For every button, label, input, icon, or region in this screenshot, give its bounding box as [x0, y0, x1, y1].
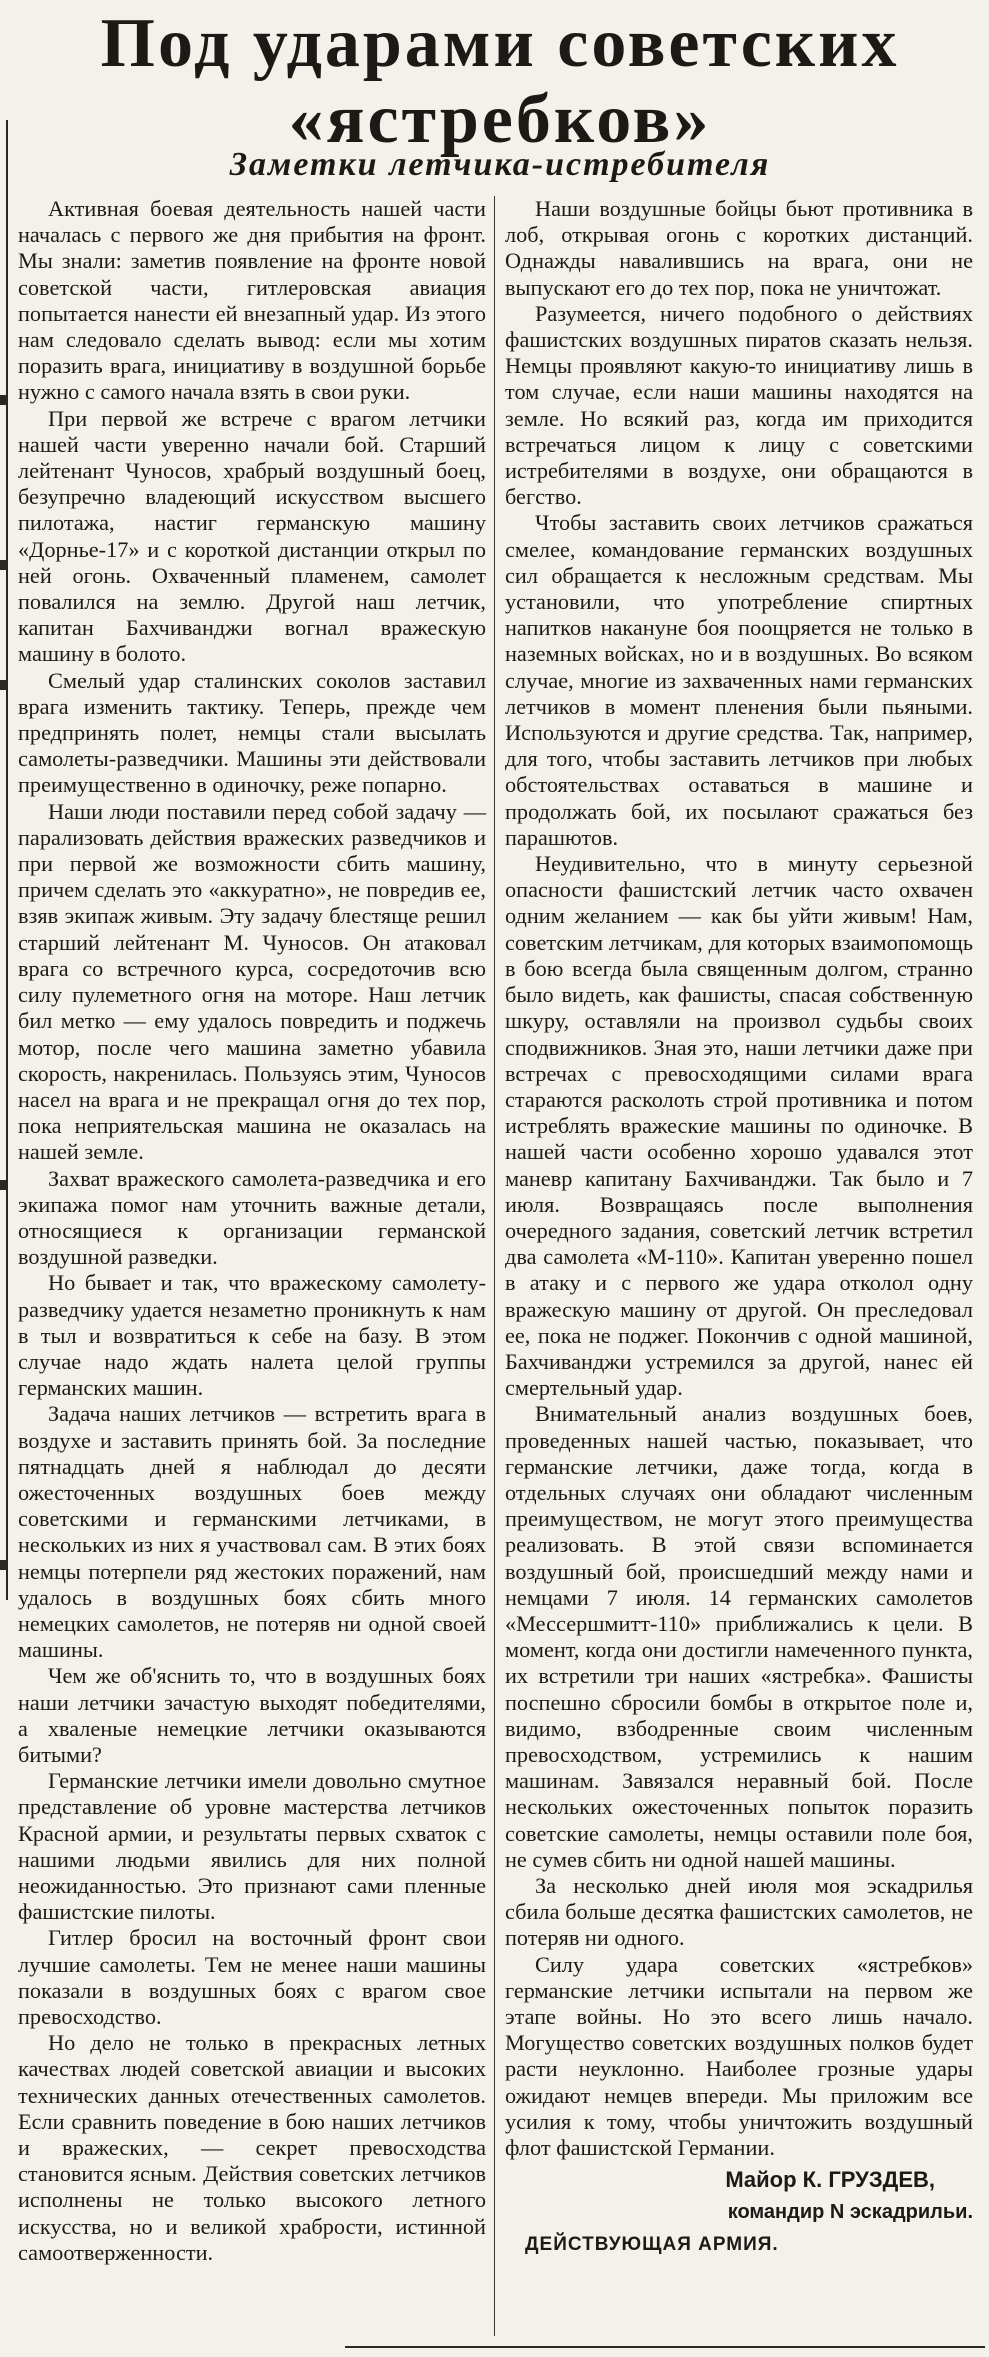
dateline-location: ДЕЙСТВУЮЩАЯ АРМИЯ. [525, 2233, 779, 2255]
paragraph: За несколько дней июля моя эскадрилья сбила больше десятка фашистских самолетов, не потеряв ни одного. [505, 1873, 973, 1951]
left-margin-rule [6, 120, 8, 1600]
title-line-1: Под ударами советских [100, 5, 900, 82]
article-subtitle: Заметки летчика-истребителя [229, 146, 771, 183]
author-signature: Майор К. ГРУЗДЕВ, [725, 2167, 935, 2193]
text-column-left [18, 196, 486, 2266]
margin-mark [0, 395, 8, 405]
margin-mark [0, 1180, 8, 1190]
paragraph: При первой же встрече с врагом летчики нашей части уверенно начали бой. Старший лейтенант Чуносов, храбрый воздушный боец, безупречно владеющий искусством высшего пилотажа, настиг германскую машину «Дорнье-17» и с короткой дистанции открыл по ней огонь. Охваченный пламенем, самолет повалился на землю. Другой наш летчик, капитан Бахчиванджи вогнал вражескую машину в болото. [18, 405, 486, 667]
paragraph: Разумеется, ничего подобного о действиях фашистских воздушных пиратов сказать нельзя. Немцы проявляют какую-то инициативу лишь в том случае, если наши машины находятся на земле. Но всякий раз, когда им приходится встречаться лицом к лицу с советскими истребителями в воздухе, они обращаются в бегство. [505, 300, 973, 510]
margin-mark [0, 1560, 8, 1570]
margin-mark [0, 680, 8, 690]
paragraph: Смелый удар сталинских соколов заставил врага изменить тактику. Теперь, прежде чем предпринять полет, немцы стали высылать самолеты-разведчики. Машины эти действовали преимущественно в одиночку, реже попарно. [18, 667, 486, 798]
paragraph: Силу удара советских «ястребков» германские летчики испытали на первом же этапе войны. Но это всего лишь начало. Могущество советских воздушных полков будет расти неуклонно. Наиболее грозные удары ожидают немцев впереди. Мы приложим все усилия к тому, чтобы уничтожить воздушный флот фашистской Германии. [505, 1951, 973, 2161]
paragraph: Задача наших летчиков — встретить врага в воздухе и заставить принять бой. За последние пятнадцать дней я наблюдал до десяти ожесточенных воздушных боев между советскими и германскими летчиками, в нескольких из них я участвовал сам. В этих боях немцы потерпели ряд жестоких поражений, нам удалось в воздушных боях сбить много немецких самолетов, не потеряв ни одной своей машины. [18, 1401, 486, 1663]
paragraph: Наши люди поставили перед собой задачу — парализовать действия вражеских разведчиков и при первой же возможности сбить машину, причем сделать это «аккуратно», не повредив ее, взяв экипаж живым. Эту задачу блестяще решил старший лейтенант М. Чуносов. Он атаковал врага со встречного курса, сосредоточив всю силу пулеметного огня на моторе. Наш летчик бил метко — ему удалось повредить и поджечь мотор, после чего машина заметно убавила скорость, накренилась. Пользуясь этим, Чуносов насел на врага и не прекращал огня до тех пор, пока неприятельская машина не оказалась на нашей земле. [18, 798, 486, 1165]
paragraph: Захват вражеского самолета-разведчика и его экипажа помог нам уточнить важные детали, относящиеся к организации германской воздушной разведки. [18, 1165, 486, 1270]
title-line-2: «ястребков» [288, 81, 712, 158]
paragraph: Германские летчики имели довольно смутное представление об уровне мастерства летчиков Красной армии, и результаты первых схваток с нашими людьми явились для них полной неожиданностью. Это признают сами пленные фашистские пилоты. [18, 1768, 486, 1925]
column-divider [494, 196, 495, 2336]
author-position: командир N эскадрильи. [727, 2201, 973, 2224]
bottom-rule [345, 2346, 985, 2348]
paragraph: Внимательный анализ воздушных боев, проведенных нашей частью, показывает, что германские летчики, даже тогда, когда в отдельных случаях они обладают численным преимуществом, не могут этого преимущества реализовать. В этой связи вспоминается воздушный бой, происшедший между нами и немцами 7 июля. 14 германских самолетов «Мессершмитт-110» приближались к цели. В момент, когда они достигли намеченного пункта, их встретили три наших «ястребка». Фашисты поспешно сбросили бомбы в открытое поле и, видимо, взбодренные своим численным превосходством, устремились к нашим машинам. Завязался неравный бой. После нескольких ожесточенных попыток поразить советские самолеты, немцы оставили поле боя, не сумев сбить ни одной нашей машины. [505, 1401, 973, 1872]
text-column-right [505, 196, 973, 2258]
paragraph: Активная боевая деятельность нашей части началась с первого же дня прибытия на фронт. Мы знали: заметив появление на фронте новой советской части, гитлеровская авиация попытается нанести ей внезапный удар. Из этого нам следовало сделать вывод: если мы хотим поразить врага, инициативу в воздушной борьбе нужно с самого начала взять в свои руки. [18, 196, 486, 405]
paragraph: Но дело не только в прекрасных летных качествах людей советской авиации и высоких технических данных отечественных самолетов. Если сравнить поведение в бою наших летчиков и вражеских, — секрет превосходства становится ясным. Действия советских летчиков исполнены не только высокого летного искусства, но и великой храбрости, истинной самоотверженности. [18, 2030, 486, 2265]
paragraph: Гитлер бросил на восточный фронт свои лучшие самолеты. Тем не менее наши машины показали в воздушных боях с врагом свое превосходство. [18, 1925, 486, 2030]
paragraph: Но бывает и так, что вражескому самолету-разведчику удается незаметно проникнуть к нам в тыл и возвратиться к себе на базу. В этом случае надо ждать налета целой группы германских машин. [18, 1270, 486, 1401]
margin-mark [0, 560, 8, 570]
paragraph: Чтобы заставить своих летчиков сражаться смелее, командование германских воздушных сил обращается к несложным средствам. Мы установили, что употребление спиртных напитков накануне боя поощряется не только в наземных войсках, но и в воздушных. Во всяком случае, многие из захваченных нами германских летчиков в момент пленения были пьяными. Используются и другие средства. Так, например, для того, чтобы заставить летчиков при любых обстоятельствах оставаться в машине и продолжать бой, их посылают сражаться без парашютов. [505, 510, 973, 850]
paragraph: Чем же об'яснить то, что в воздушных боях наши летчики зачастую выходят победителями, а хваленые немецкие летчики оказываются битыми? [18, 1663, 486, 1767]
paragraph: Неудивительно, что в минуту серьезной опасности фашистский летчик часто охвачен одним желанием — как бы уйти живым! Нам, советским летчикам, для которых взаимопомощь в бою всегда была священным долгом, странно было видеть, как фашисты, спасая собственную шкуру, оставляли на произвол судьбы своих сподвижников. Зная это, наши летчики даже при встречах с превосходящими силами врага стараются расколоть строй противника и потом истреблять вражеские машины по одиночке. В нашей части особенно хорошо удавался этот маневр капитану Бахчиванджи. Так было и 7 июля. Возвращаясь после выполнения очередного задания, советский летчик встретил два самолета «М-110». Капитан уверенно пошел в атаку и с первого же удара отколол одну вражескую машину от другой. Он преследовал ее, пока не поджег. Покончив с одной машиной, Бахчиванджи устремился за другой, нанес ей смертельный удар. [505, 851, 973, 1401]
paragraph: Наши воздушные бойцы бьют противника в лоб, открывая огонь с коротких дистанций. Однажды навалившись на врага, они не выпускают его до тех пор, пока не уничтожат. [505, 196, 973, 300]
article-title [20, 6, 980, 158]
